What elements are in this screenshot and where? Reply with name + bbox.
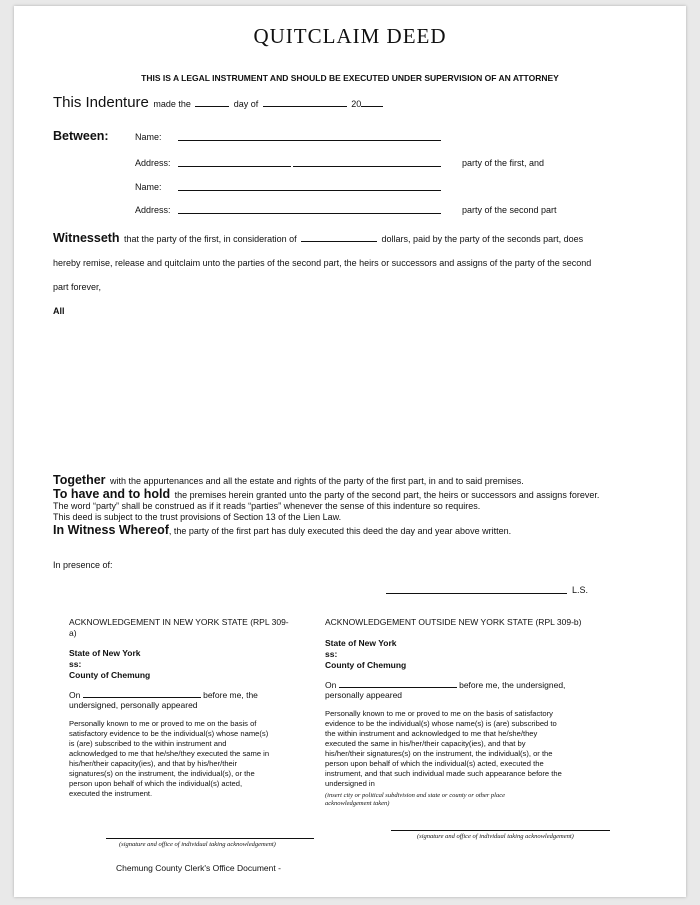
ack-outside-ss: ss:: [325, 649, 338, 659]
consideration-field[interactable]: [301, 232, 377, 242]
address-field-second[interactable]: [178, 213, 441, 214]
deed-page: [14, 6, 686, 897]
ack-ny-body-line: person upon behalf of which the individual(s) acted,: [69, 779, 243, 788]
to-have-text: the premises herein granted unto the party of the second part, the heirs or successors and assigns forever.: [174, 490, 600, 500]
ack-outside-body-line: his/her/their signatures(s) on the instrument, the individual(s), or the: [325, 749, 553, 758]
ack-ny-sig-caption: (signature and office of individual taking acknowledgement): [119, 841, 276, 848]
ack-ny-on-label: On: [69, 690, 81, 700]
day-field[interactable]: [195, 97, 229, 107]
name-field-second[interactable]: [178, 190, 441, 191]
witnesseth-line-1: [53, 229, 583, 247]
ack-outside-state: State of New York: [325, 638, 397, 648]
year-field[interactable]: [361, 97, 383, 107]
ack-ny-undersigned: undersigned, personally appeared: [69, 700, 198, 710]
address-label-first: Address:: [135, 158, 171, 168]
ack-ny-body-line: acknowledged to me that he/she/they executed the same in: [69, 749, 270, 758]
ack-ny-body-line: satisfactory evidence to be the individual(s) whose name(s): [69, 729, 269, 738]
ack-ny-date-field[interactable]: [83, 689, 201, 698]
witnesseth-lead: Witnesseth: [53, 231, 120, 245]
together-text: with the appurtenances and all the estate and rights of the party of the first part, in and to said premises.: [110, 476, 524, 486]
in-witness-lead: In Witness Whereof: [53, 523, 169, 537]
witnesseth-text-b: dollars, paid by the party of the seconds part, does: [381, 234, 584, 244]
party-first-label: party of the first, and: [462, 158, 545, 168]
in-witness-line: [53, 521, 511, 539]
ack-outside-body-line: the within instrument and acknowledged to me that he/she/they: [325, 729, 538, 738]
ack-ny-body-line: his/her/their capacity(ies), and that by his/her/their: [69, 759, 237, 768]
party-note: The word “party” shall be construed as if it reads “parties” whenever the sense of this indenture so requires.: [53, 501, 481, 511]
ack-ny-body-line: executed the instrument.: [69, 789, 153, 798]
ack-ny-body-line: Personally known to me or proved to me on the basis of: [69, 719, 257, 728]
between-label: Between:: [53, 129, 109, 143]
in-witness-text: , the party of the first part has duly executed this deed the day and year above written.: [168, 526, 512, 536]
ack-outside-heading: ACKNOWLEDGEMENT OUTSIDE NEW YORK STATE (RPL 309-b): [325, 617, 582, 627]
ack-outside-county: County of Chemung: [325, 660, 407, 670]
ack-outside-before-me: before me, the undersigned,: [459, 680, 566, 690]
ack-outside-body-line: evidence to be the individual(s) whose name(s) is (are) subscribed to: [325, 719, 557, 728]
party-second-label: party of the second part: [462, 205, 557, 215]
name-label-second: Name:: [135, 182, 162, 192]
in-presence-label: In presence of:: [53, 560, 113, 570]
witnesseth-text-a: that the party of the first, in consideration of: [124, 234, 297, 244]
indenture-line: [53, 94, 383, 112]
ack-outside-note-2: acknowledgement taken): [325, 800, 390, 807]
address-label-second: Address:: [135, 205, 171, 215]
made-the-label: made the: [153, 99, 191, 109]
to-have-lead: To have and to hold: [53, 487, 171, 501]
ack-outside-date-field[interactable]: [339, 679, 457, 688]
ack-ny-on-line: [69, 689, 258, 700]
day-of-label: day of: [233, 99, 259, 109]
ack-ny-body: [69, 719, 269, 799]
ack-outside-personally: personally appeared: [325, 690, 403, 700]
ack-outside-on-label: On: [325, 680, 337, 690]
month-field[interactable]: [263, 97, 347, 107]
ack-outside-body: [325, 709, 562, 789]
together-lead: Together: [53, 473, 106, 487]
footer-text: Chemung County Clerk's Office Document -: [116, 863, 281, 873]
year-prefix: 20: [351, 99, 362, 109]
ack-ny-ss: ss:: [69, 659, 82, 669]
name-label-first: Name:: [135, 132, 162, 142]
document-title: QUITCLAIM DEED: [253, 24, 447, 48]
ack-ny-body-line: is (are) subscribed to the within instrument and: [69, 739, 227, 748]
ack-outside-body-line: executed the same in his/her/their capacity(ies), and that by: [325, 739, 526, 748]
ack-ny-state: State of New York: [69, 648, 141, 658]
attorney-notice: THIS IS A LEGAL INSTRUMENT AND SHOULD BE EXECUTED UNDER SUPERVISION OF AN ATTORNEY: [141, 73, 559, 83]
ack-ny-county: County of Chemung: [69, 670, 151, 680]
trust-note: This deed is subject to the trust provisions of Section 13 of the Lien Law.: [53, 512, 342, 522]
ack-ny-heading-2: a): [69, 628, 77, 638]
address-field-first-b[interactable]: [293, 166, 441, 167]
grantor-signature-line[interactable]: [386, 593, 567, 594]
ack-ny-body-line: signatures(s) on the instrument, the individual(s), or the: [69, 769, 255, 778]
all-label: All: [53, 306, 65, 316]
ack-outside-body-line: Personally known to me or proved to me on the basis of satisfactory: [325, 709, 553, 718]
indenture-lead: This Indenture: [53, 94, 149, 111]
ack-ny-heading-1: ACKNOWLEDGEMENT IN NEW YORK STATE (RPL 309-: [69, 617, 289, 627]
address-field-first-a[interactable]: [178, 166, 291, 167]
name-field-first[interactable]: [178, 140, 441, 141]
ack-outside-body-line: person upon behalf of which the individual(s) acted, executed the: [325, 759, 544, 768]
witnesseth-line-2: hereby remise, release and quitclaim unto the parties of the second part, the heirs or successors and assigns of the party of the second: [53, 258, 592, 268]
ack-outside-signature-line[interactable]: [391, 830, 610, 831]
ack-ny-signature-line[interactable]: [106, 838, 314, 839]
witnesseth-line-3: part forever,: [53, 282, 102, 292]
ack-outside-body-line: instrument, and that such individual made such appearance before the: [325, 769, 562, 778]
ack-ny-before-me: before me, the: [203, 690, 258, 700]
ack-outside-note-1: (insert city or political subdivision and state or county or other place: [325, 792, 505, 799]
ack-outside-body-line: undersigned in: [325, 779, 375, 788]
ack-outside-sig-caption: (signature and office of individual taking acknowledgement): [417, 833, 574, 840]
ls-label: L.S.: [572, 585, 589, 595]
ack-outside-on-line: [325, 679, 565, 690]
